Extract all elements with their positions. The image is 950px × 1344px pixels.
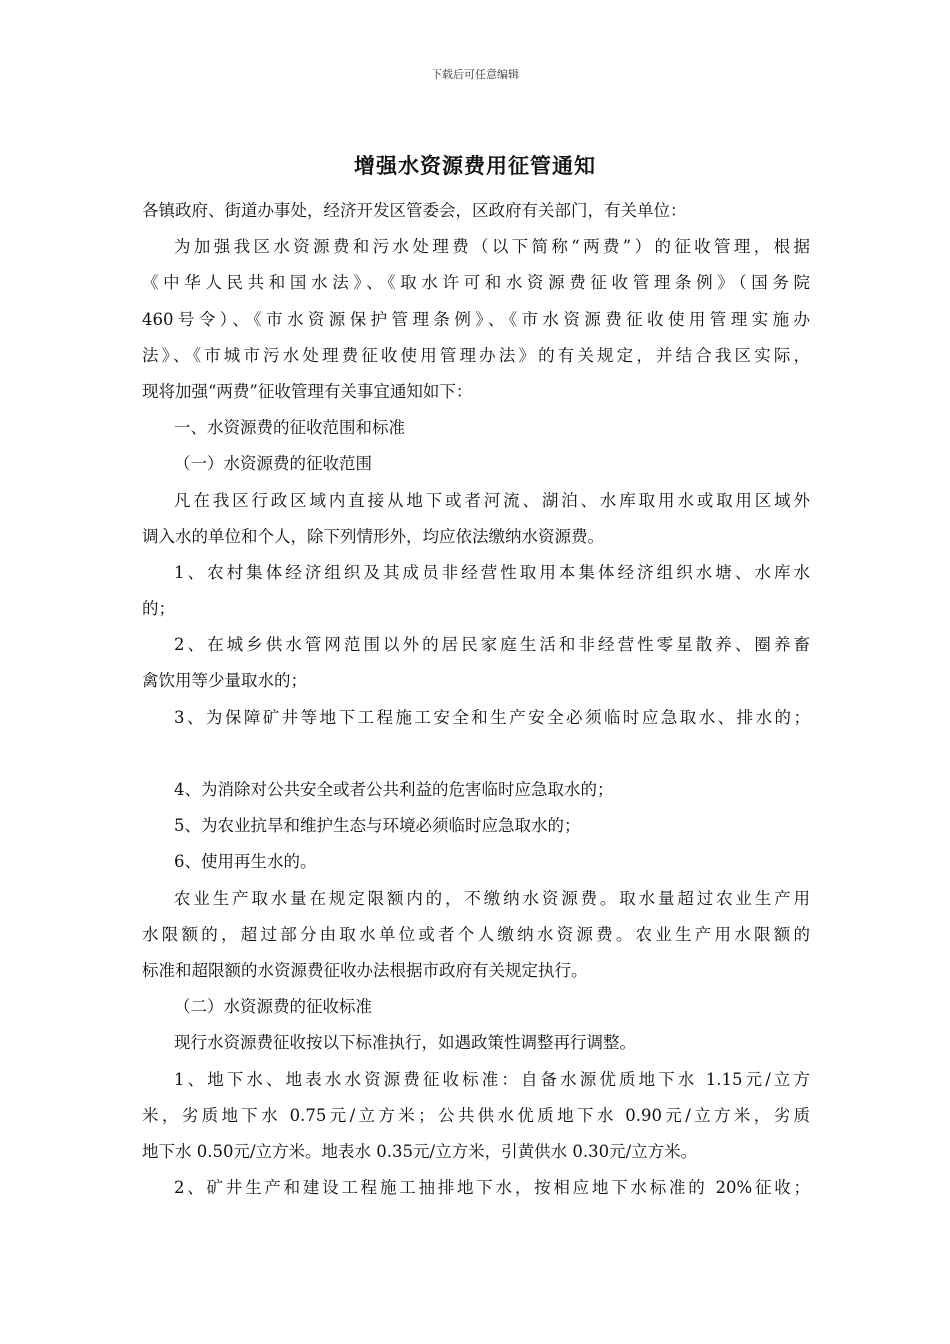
body-line: 现将加强“两费”征收管理有关事宜通知如下： bbox=[142, 381, 473, 401]
body-line: （一）水资源费的征收范围 bbox=[174, 454, 372, 474]
body-line: 水限额的，超过部分由取水单位或者个人缴纳水资源费。农业生产用水限额的 bbox=[142, 924, 810, 944]
document-title: 增强水资源费用征管通知 bbox=[354, 154, 596, 178]
body-line: 米，劣质地下水 0.75元/立方米；公共供水优质地下水 0.90元/立方米，劣质 bbox=[142, 1105, 810, 1125]
body-line: 6、使用再生水的。 bbox=[174, 852, 317, 872]
body-line: 1、地下水、地表水水资源费征收标准：自备水源优质地下水 1.15元/立方 bbox=[174, 1069, 810, 1089]
body-line: 调入水的单位和个人，除下列情形外，均应依法缴纳水资源费。 bbox=[142, 526, 604, 546]
body-line: 为加强我区水资源费和污水处理费（以下简称“两费”）的征收管理，根据 bbox=[174, 237, 810, 257]
body-line: 各镇政府、街道办事处，经济开发区管委会，区政府有关部门，有关单位： bbox=[142, 201, 687, 220]
body-line: 1、农村集体经济组织及其成员非经营性取用本集体经济组织水塘、水库水 bbox=[174, 562, 810, 582]
body-line: 现行水资源费征收按以下标准执行，如遇政策性调整再行调整。 bbox=[174, 1033, 636, 1053]
body-line: 农业生产取水量在规定限额内的，不缴纳水资源费。取水量超过农业生产用 bbox=[174, 888, 810, 908]
body-line: 3、为保障矿井等地下工程施工安全和生产安全必须临时应急取水、排水的； bbox=[174, 707, 810, 727]
body-line: 地下水 0.50元/立方米。地表水 0.35元/立方米，引黄供水 0.30元/立方米。 bbox=[142, 1141, 698, 1161]
body-line: 法》、《市城市污水处理费征收使用管理办法》的有关规定，并结合我区实际， bbox=[142, 345, 810, 365]
body-line: 标准和超限额的水资源费征收办法根据市政府有关规定执行。 bbox=[142, 960, 588, 980]
body-line: 4、为消除对公共安全或者公共利益的危害临时应急取水的； bbox=[174, 780, 614, 799]
body-line: （二）水资源费的征收标准 bbox=[174, 997, 372, 1017]
body-line: 2、在城乡供水管网范围以外的居民家庭生活和非经营性零星散养、圈养畜 bbox=[174, 635, 810, 655]
blank-line bbox=[142, 736, 810, 772]
body-line: 的； bbox=[142, 599, 175, 619]
body-line: 2、矿井生产和建设工程施工抽排地下水，按相应地下水标准的 20%征收； bbox=[174, 1178, 810, 1198]
body-line: 5、为农业抗旱和维护生态与环境必须临时应急取水的； bbox=[174, 816, 581, 836]
header-note: 下载后可任意编辑 bbox=[431, 68, 519, 81]
document-body bbox=[142, 193, 810, 1206]
body-line: 凡在我区行政区域内直接从地下或者河流、湖泊、水库取用水或取用区域外 bbox=[174, 490, 810, 510]
body-line: 一、水资源费的征收范围和标准 bbox=[174, 418, 405, 438]
body-line: 禽饮用等少量取水的； bbox=[142, 671, 307, 691]
body-line: 《中华人民共和国水法》、《取水许可和水资源费征收管理条例》（国务院 bbox=[142, 273, 810, 293]
body-line: 460号令）、《市水资源保护管理条例》、《市水资源费征收使用管理实施办 bbox=[142, 309, 810, 329]
